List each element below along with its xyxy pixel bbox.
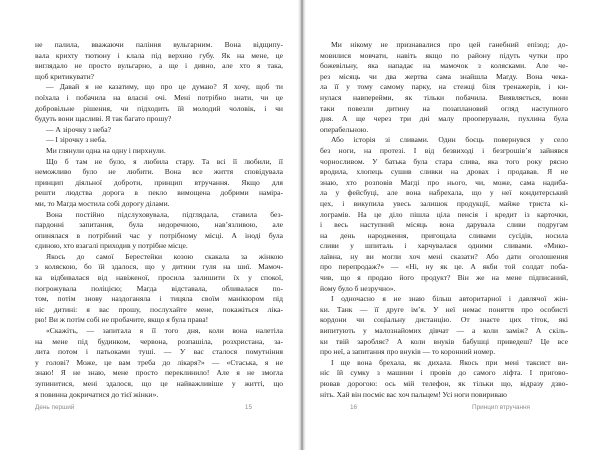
text-line: пардонні запитання, була недоречною, нав’язливою, але xyxy=(35,220,283,230)
text-line: не палила, вважаючи паління вульгарним. Вона відщипу- xyxy=(35,40,283,49)
text-line: зупинитися, мені здалося, що це найважливіше у житті, що xyxy=(35,379,283,388)
text-line: йому було б незручно». xyxy=(320,283,396,293)
text-line: І одночасно я не знаю більш авторитарної і давлячої жін- xyxy=(331,294,568,304)
text-line: я повинна докричатися до тієї жінки». xyxy=(35,389,159,399)
text-line: випитують у малознайомих дівчат — а коли заміж? А скіль- xyxy=(320,326,568,336)
text-line: чив, що я продаю його продукт? Він же на мене підписаний, xyxy=(320,273,568,283)
text-line: сливи у шпиталь і харчувалася одними сливами. «Мико- xyxy=(320,241,568,251)
text-line: — І зірочку з неба. xyxy=(46,135,107,145)
paragraph xyxy=(320,135,568,294)
text-line: Ми глянули одна на одну і пирхнули. xyxy=(46,145,166,155)
paragraph xyxy=(35,82,283,124)
text-line: чорносливом. У батька була стара слива, яка того року рясно xyxy=(320,156,568,166)
text-line: принцип діяльної доброти, принцип втручання. Якщо для xyxy=(35,177,283,187)
text-line: Ми нікому не признавалися про цей ганебний епізод; до- xyxy=(331,40,568,49)
text-line: лита потом і патьоками туші. — У вас сталося помутніння xyxy=(35,347,283,357)
text-line: єдиною, хто взагалі приходив у потрібне місце. xyxy=(35,241,188,251)
text-line: опинялася в потрібний час у потрібному місці. А іноді була xyxy=(35,230,283,240)
page-right-footer xyxy=(302,401,600,415)
text-line: дня. А ще через три дні малу прооперували, пухлина була xyxy=(320,114,568,124)
paragraph xyxy=(35,210,283,252)
text-line: без ноги, на протезі. І від безвиході і безгрошів’я зайнявся xyxy=(320,145,568,155)
text-line: знаю, хто розповів Магді про нього, чи, може, сама надиба- xyxy=(320,177,568,187)
page-right-text xyxy=(320,40,568,400)
text-line: І ще вона брехала, як дихала. Якось при мені таксист ви- xyxy=(331,357,568,367)
text-line: ла у фейсбуці, але вона набрехала, що у неї кондитерський xyxy=(320,188,568,198)
text-line: Якось до самої Берестейки козою скакала за жінкою xyxy=(46,251,283,261)
text-line: кордони чи соціальну дистанцію. От знаєте цих тіток, які xyxy=(320,315,568,325)
text-line: — А зірочку з неба? xyxy=(46,124,112,134)
text-line: поїхала і побачила на власні очі. Мені потрібно знати, чи це xyxy=(35,92,283,102)
text-line: ка відбивалася від навіженої, просила залишити їх у спокої, xyxy=(35,273,283,283)
paragraph xyxy=(320,294,568,358)
text-line: рював дорогою: ось мій телефон, як тільки що, відразу дзво- xyxy=(320,379,568,388)
paragraph xyxy=(35,146,283,157)
page-right[interactable] xyxy=(302,0,600,450)
text-line: ки твій заробляє? А коли внуків бабушці приведеш? Це все xyxy=(320,336,568,346)
text-line: вала крихту тютюну і клала під верхню губу. Як на мене, це xyxy=(35,50,283,60)
text-line: на день народження, пригощала сливами сусідів, носила xyxy=(320,230,568,240)
text-line: ніть. Хай він посміє вас хоч пальцем! Усі ноги повириваю xyxy=(320,389,507,399)
text-line: про перепродаж?» — «Ні, ну як це. А якби той солдат поба- xyxy=(320,262,568,272)
text-line: на мене під будинком, червона, розпашіла, розхристана, за- xyxy=(35,336,283,346)
text-line: ніс їй сумку з машини і провів до самого ліфта. І пригово- xyxy=(320,368,568,378)
text-line: виглядало не просто вульгарно, а ще і дивно, але хто я така, xyxy=(35,61,283,71)
text-line: — Давай я не казатиму, що про це думаю? Я хочу, щоб ти xyxy=(46,82,283,92)
text-line: лаївна, ну ви могли хоч мені сказати? Або дати оголошення xyxy=(320,251,568,261)
text-line: знаю! Я не знаю, мене просто переклинило! Але я не змогла xyxy=(35,368,283,378)
text-line: таки повезли дитину на позаплановий огляд наступного xyxy=(320,103,568,113)
text-line: про неї, а запитання про внуків — то коронний номер. xyxy=(320,347,496,357)
text-line: цех, і викупила увесь залишок продукції, майже триста кі- xyxy=(320,198,568,208)
paragraph xyxy=(35,135,283,146)
paragraph xyxy=(35,40,283,82)
text-line: мовилися мовчати, навіть якщо по району підуть чутки про xyxy=(320,50,568,60)
text-line: ки. Танк — її друге ім’я. У неї немає поняття про особисті xyxy=(320,304,568,314)
text-line: нулася навперейми, як тільки побачила. Виявляється, вони xyxy=(320,92,568,102)
text-line: Що б там не було, я любила стару. Та всі її любили, її xyxy=(46,156,283,166)
text-line: лограмів. На це діло пішла ціла пенсія і кредит із карточки, xyxy=(320,209,568,219)
paragraph xyxy=(320,358,568,400)
page-left[interactable] xyxy=(0,0,298,450)
text-line: «Скажіть, — запитала я її того дня, коли вона налетіла xyxy=(46,326,283,336)
text-line: і весь наступний місяць вона дарувала сливи подругам xyxy=(320,220,568,230)
text-line: погрожувала поліцією; Магда відставала, обливалася по- xyxy=(35,283,283,293)
text-line: вродила, хлопець сушив сливки на дровах і продавав. Я не xyxy=(320,167,568,177)
page-left-text xyxy=(35,40,283,400)
text-line: ла її у тому самому парку, на стежці біля тренажерів, і ки- xyxy=(320,82,568,92)
text-line: рю! Ви ж потім собі не пробачите, якщо я була права! xyxy=(35,315,209,325)
text-line: том, потім знову наздоганяла і тицяла своїм манікюром під xyxy=(35,294,283,304)
paragraph xyxy=(35,326,283,400)
text-line: рез місяць чи два жертва сама знайшла Магду. Вона чека- xyxy=(320,71,568,81)
paragraph xyxy=(35,125,283,136)
text-line: ніс дитині: я вас прошу, послухайте мене, покажіться ліка- xyxy=(35,304,283,314)
text-line: Або історія зі сливами. Один боєць повернувся у село xyxy=(331,135,568,145)
text-line: операбельною. xyxy=(320,124,369,134)
text-line: у голові? Може, це вам треба до лікаря?» — «Стаська, я не xyxy=(35,357,283,367)
text-line: з коляскою, бо їй здалося, що у дитини гуля на шиї. Мамоч- xyxy=(35,262,283,272)
page-number-right: 16 xyxy=(350,404,358,411)
paragraph xyxy=(320,40,568,135)
text-line: решти людства дорога в пекло вимощена добрими наміра- xyxy=(35,188,283,198)
text-line: будуть вони щасливі. Я так багато прошу? xyxy=(35,114,172,124)
paragraph xyxy=(35,157,283,210)
text-line: Вона постійно підслуховувала, підглядала, ставила без- xyxy=(46,209,283,219)
running-footer-chapter-right: Принцип втручання xyxy=(472,404,530,411)
text-line: божевільну, яка нападає на мамочок з колясками. Але че- xyxy=(320,61,568,71)
paragraph xyxy=(35,252,283,326)
text-line: неможливо було не любити. Вона все життя сповідувала xyxy=(35,167,283,177)
page-left-footer xyxy=(0,401,298,415)
text-line: щоб критикувати? xyxy=(35,71,95,81)
text-line: ми, то Магда мостила собі дорогу ділами. xyxy=(35,198,170,208)
running-footer-chapter-left: День перший xyxy=(35,404,75,411)
page-number-left: 15 xyxy=(244,404,252,411)
text-line: добровільне рішення, чи підходить їй молодий чоловік, і чи xyxy=(35,103,283,113)
